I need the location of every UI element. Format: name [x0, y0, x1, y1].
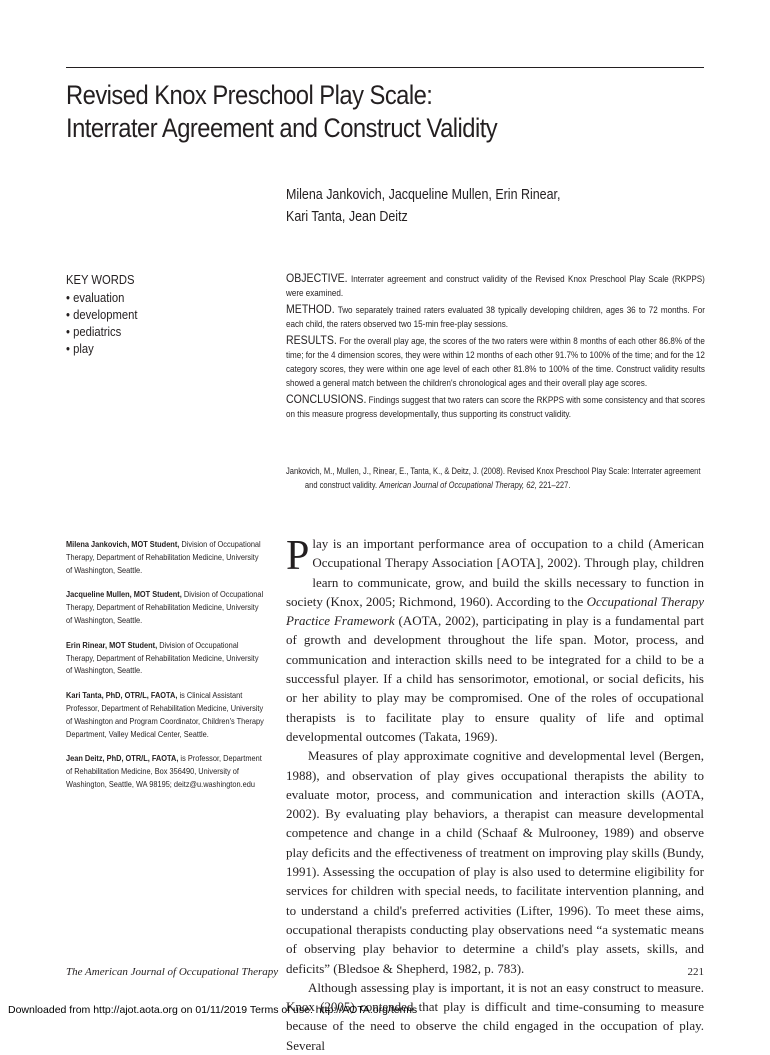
affiliation-item: Erin Rinear, MOT Student, Division of Occupational Therapy, Department of Rehabilitation Medicine, University of Washington, Seattle. — [66, 639, 259, 676]
keyword-item: • evaluation — [66, 291, 125, 305]
citation: Jankovich, M., Mullen, J., Rinear, E., Tanta, K., & Deitz, J. (2008). Revised Knox Preschool Play Scale: Interrater agreement and construct validity. American Journal of Occupational Therapy, 62, 221–227. — [286, 466, 701, 490]
affiliation-item: Kari Tanta, PhD, OTR/L, FAOTA, is Clinical Assistant Professor, Department of Rehabilitation Medicine, University of Washington and Program Coordinator, Children's Therapy Department, Valley Medical Center, Seattle. — [66, 690, 264, 739]
conclusions-label: CONCLUSIONS. — [286, 392, 367, 406]
title-line-2: Interrater Agreement and Construct Validity — [66, 113, 498, 143]
affiliation-item: Jean Deitz, PhD, OTR/L, FAOTA, is Professor, Department of Rehabilitation Medicine, Box 356490, University of Washington, Seattle, WA 98195; deitz@u.washington.edu — [66, 753, 262, 789]
authors-line-1: Milena Jankovich, Jacqueline Mullen, Erin Rinear, — [286, 187, 561, 203]
download-notice: Downloaded from http://ajot.aota.org on 01/11/2019 Terms of use: http://AOTA.org/terms — [8, 1004, 418, 1016]
affiliation-item: Milena Jankovich, MOT Student, Division of Occupational Therapy, Department of Rehabilitation Medicine, University of Washington, Seattle. — [66, 539, 261, 575]
page-number: 221 — [687, 966, 704, 978]
abstract-conclusions: CONCLUSIONS. Findings suggest that two raters can score the RKPPS with some consistency and that scores on this measure progress developmentally, thus supporting its construct validity. — [286, 392, 705, 419]
results-label: RESULTS. — [286, 333, 337, 347]
keyword-item: • development — [66, 308, 138, 322]
author-affiliations — [66, 538, 266, 803]
affiliation-item: Jacqueline Mullen, MOT Student, Division of Occupational Therapy, Department of Rehabilitation Medicine, University of Washington, Seattle. — [66, 589, 264, 625]
method-label: METHOD. — [286, 302, 335, 316]
title-line-1: Revised Knox Preschool Play Scale: — [66, 80, 433, 110]
objective-label: OBJECTIVE. — [286, 271, 348, 285]
keywords-block — [66, 272, 137, 358]
authors-line-2: Kari Tanta, Jean Deitz — [286, 209, 408, 225]
body-paragraph-3: Although assessing play is important, it is not an easy construct to measure. Knox (2005) contended that play is difficult and time-consuming to measure because of the need to observe the child engaged in the occupation of play. Several — [286, 979, 704, 1053]
keyword-item: • play — [66, 342, 94, 356]
keyword-item: • pediatrics — [66, 325, 122, 339]
header-rule — [66, 67, 704, 68]
footer-journal-name: The American Journal of Occupational Therapy — [66, 966, 279, 978]
body-paragraph-1: Play is an important performance area of occupation to a child (American Occupational Therapy Association [AOTA], 2002). Through play, children learn to communicate, grow, and build the skills necessary to function in society (Knox, 2005; Richmond, 1960). According to the Occupational Therapy Practice Framework (AOTA, 2002), participating in play is a fundamental part of growth and development throughout the life span. Motor, process, and communication and interaction skills need to be integrated for a child to be a successful player. If a child has sensorimotor, emotional, or social deficits, his or her ability to play may be compromised. One of the roles of occupational therapists is to facilitate play to ensure quality of life and optimal developmental outcomes (Takata, 1969). — [286, 533, 705, 744]
abstract-objective: OBJECTIVE. Interrater agreement and construct validity of the Revised Knox Preschool Play Scale (RKPPS) were examined. — [286, 271, 705, 298]
body-paragraph-2: Measures of play approximate cognitive and developmental level (Bergen, 1988), and observation of play gives occupational therapists the ability to evaluate motor, process, and communication and interaction skills (AOTA, 2002). By evaluating play behaviors, a therapist can measure developmental competence and change in a child (Schaaf & Mulrooney, 1989) and observe play deficits and the effectiveness of treatment on improving play skills (Bundy, 1991). Assessing the occupation of play is also used to determine eligibility for services for children with special needs, to facilitate intervention planning, and to understand a child's preferred activities (Lifter, 1996). To meet these aims, occupational therapists conducting play observations need “a systematic means of observing play behavior to determine a child's play assets, skills, and deficits” (Bledsoe & Shepherd, 1982, p. 783). — [286, 748, 704, 976]
article-title — [66, 79, 629, 145]
abstract — [286, 271, 705, 423]
abstract-results: RESULTS. For the overall play age, the scores of the two raters were within 8 months of each other 86.8% of the time; for the 4 dimension scores, they were within 12 months of each other 91.7% to 100% of the time; and for the 12 category scores, they were within one age level of each other 81.8% to 100% of the time. Construct validity results showed a general match between the children's chronological ages and their overall play age scores. — [286, 333, 705, 388]
author-list — [286, 184, 560, 228]
article-body — [286, 534, 704, 1055]
abstract-method: METHOD. Two separately trained raters evaluated 38 typically developing children, ages 36 to 72 months. For each child, the raters observed two 15-min free-play sessions. — [286, 302, 705, 329]
keywords-heading: KEY WORDS — [66, 273, 135, 287]
drop-cap: P — [286, 533, 310, 579]
